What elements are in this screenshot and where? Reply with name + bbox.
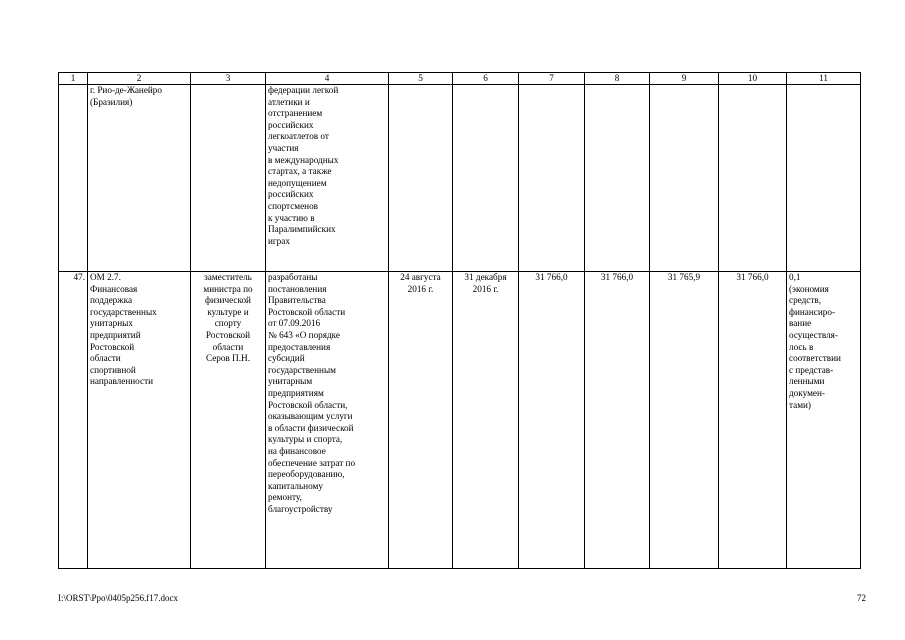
header-cell: 11 xyxy=(787,73,861,85)
amount-cell: 31 766,0 xyxy=(585,272,650,569)
note-cell xyxy=(787,85,861,272)
header-cell: 3 xyxy=(191,73,266,85)
row-number-cell xyxy=(59,85,88,272)
column-number-header-row xyxy=(59,73,861,85)
header-cell: 6 xyxy=(453,73,519,85)
responsible-cell xyxy=(191,85,266,272)
header-cell: 1 xyxy=(59,73,88,85)
amount-cell: 31 765,9 xyxy=(650,272,719,569)
header-cell: 7 xyxy=(519,73,585,85)
footer-page-number: 72 xyxy=(857,593,866,603)
result-description-cell: разработаны постановления Правительства Ростовской области от 07.09.2016 № 643 «О порядке предоставления субсидий государственным унитарным предприятиям Ростовской области, оказывающим услуги в области физической культуры и спорта, на финансовое обеспечение затрат по переоборудованию, капитальному ремонту, благоустройству xyxy=(266,272,389,569)
end-date-cell: 31 декабря 2016 г. xyxy=(453,272,519,569)
measure-name-cell: ОМ 2.7. Финансовая поддержка государственных унитарных предприятий Ростовской области спортивной направленности xyxy=(88,272,191,569)
amount-cell xyxy=(650,85,719,272)
header-cell: 8 xyxy=(585,73,650,85)
amount-cell: 31 766,0 xyxy=(519,272,585,569)
amount-cell: 31 766,0 xyxy=(719,272,787,569)
start-date-cell: 24 августа 2016 г. xyxy=(389,272,453,569)
amount-cell xyxy=(519,85,585,272)
header-cell: 5 xyxy=(389,73,453,85)
table-row-continuation xyxy=(59,85,861,272)
result-description-cell: федерации легкой атлетики и отстранением российских легкоатлетов от участия в международных стартах, а также недопущением российских спортсменов к участию в Паралимпийских играх xyxy=(266,85,389,272)
responsible-cell: заместитель министра по физической культуре и спорту Ростовской области Серов П.Н. xyxy=(191,272,266,569)
start-date-cell xyxy=(389,85,453,272)
amount-cell xyxy=(719,85,787,272)
note-cell: 0,1 (экономия средств, финансиро- вание осуществля- лось в соответствии с представ- ленными докумен- тами) xyxy=(787,272,861,569)
row-number-cell: 47. xyxy=(59,272,88,569)
footer-file-path: I:\ORST\Ppo\0405p256.f17.docx xyxy=(58,593,179,603)
table-row-47 xyxy=(59,272,861,569)
header-cell: 10 xyxy=(719,73,787,85)
report-table xyxy=(58,72,861,569)
event-location-cell: г. Рио-де-Жанейро (Бразилия) xyxy=(88,85,191,272)
header-cell: 4 xyxy=(266,73,389,85)
header-cell: 2 xyxy=(88,73,191,85)
header-cell: 9 xyxy=(650,73,719,85)
amount-cell xyxy=(585,85,650,272)
end-date-cell xyxy=(453,85,519,272)
